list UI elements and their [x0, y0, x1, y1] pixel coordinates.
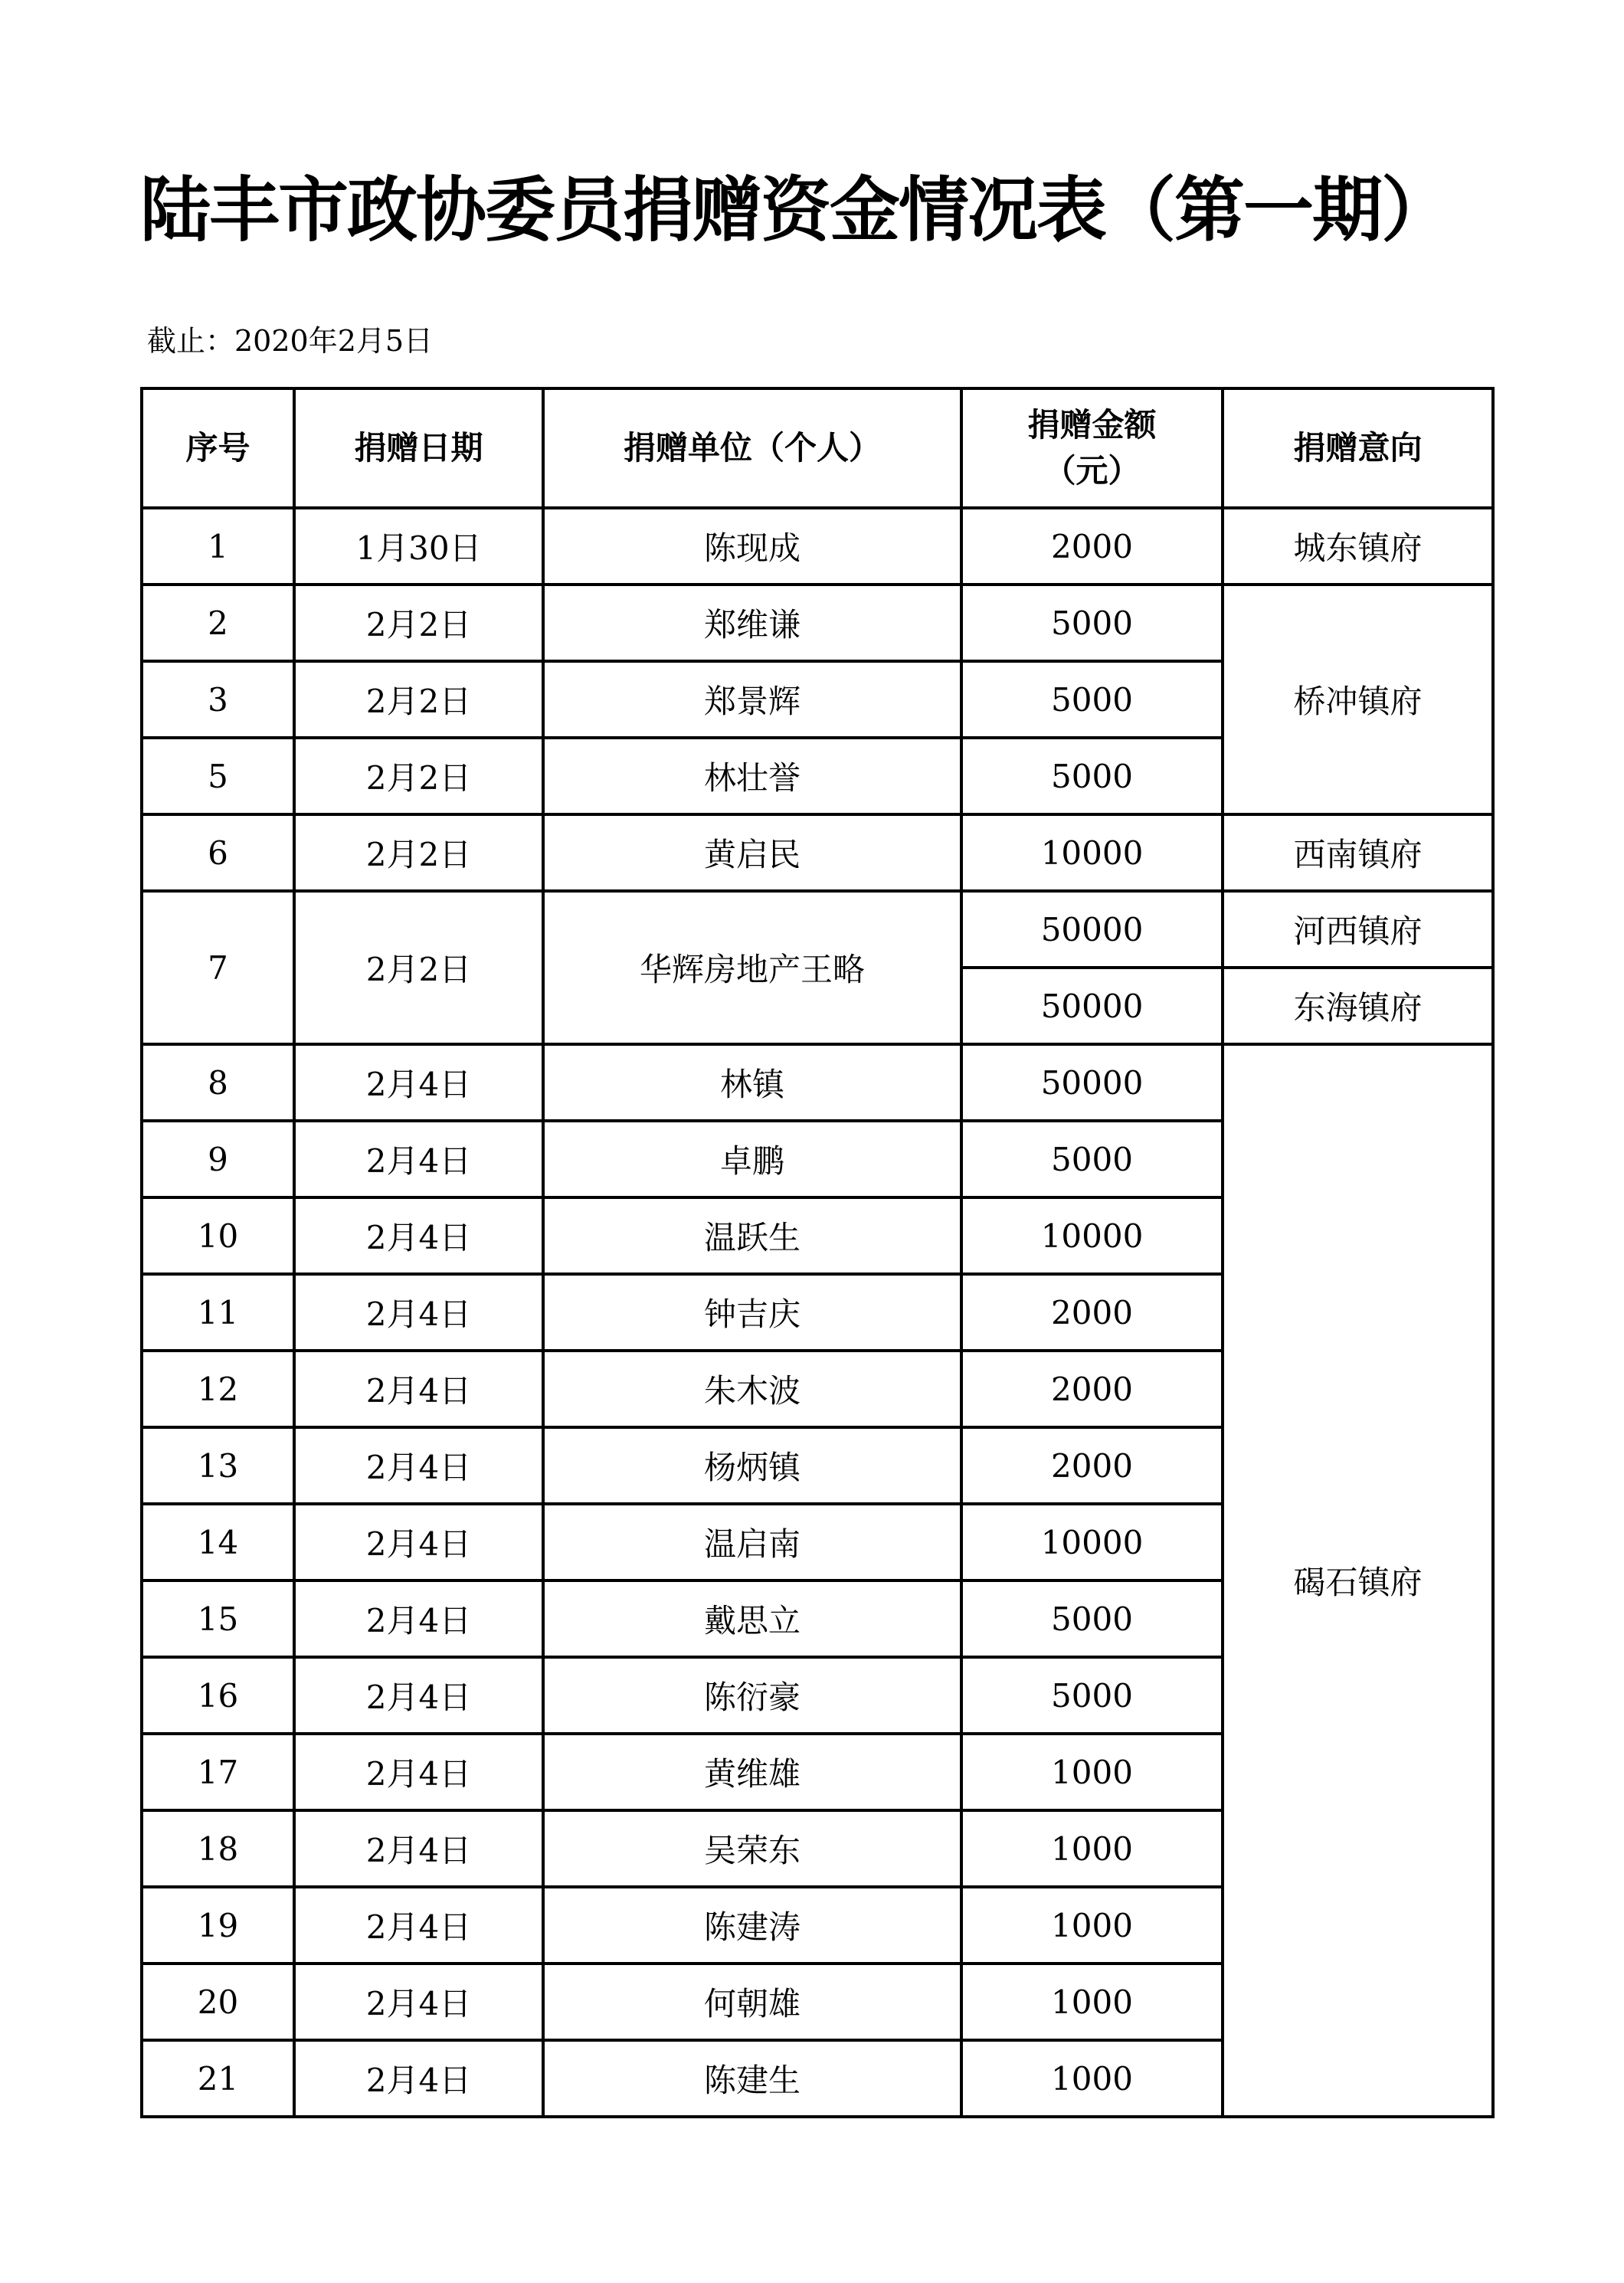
date-cell: 1月30日: [294, 508, 543, 585]
seq-cell: 11: [142, 1274, 294, 1351]
donor-cell: 吴荣东: [543, 1810, 961, 1887]
amount-cell: 2000: [961, 1351, 1223, 1427]
header-seq: 序号: [142, 388, 294, 508]
seq-cell: 15: [142, 1580, 294, 1657]
date-cell: 2月2日: [294, 891, 543, 1044]
seq-cell: 18: [142, 1810, 294, 1887]
donor-cell: 戴思立: [543, 1580, 961, 1657]
date-cell: 2月4日: [294, 1044, 543, 1121]
amount-cell: 5000: [961, 1580, 1223, 1657]
seq-cell: 5: [142, 738, 294, 814]
date-cell: 2月4日: [294, 1197, 543, 1274]
table-row: [142, 891, 1493, 968]
date-cell: 2月4日: [294, 1504, 543, 1580]
donor-cell: 林壮誉: [543, 738, 961, 814]
amount-cell: 5000: [961, 1657, 1223, 1734]
donor-cell: 陈现成: [543, 508, 961, 585]
amount-cell: 1000: [961, 1887, 1223, 1964]
date-cell: 2月4日: [294, 1657, 543, 1734]
amount-cell: 5000: [961, 585, 1223, 661]
destination-cell: 河西镇府: [1223, 891, 1493, 968]
donor-cell: 郑维谦: [543, 585, 961, 661]
header-amount: [961, 388, 1223, 508]
table-row: [142, 585, 1493, 661]
donor-cell: 杨炳镇: [543, 1427, 961, 1504]
header-amount-line2: （元）: [1043, 452, 1141, 490]
page-title: 陆丰市政协委员捐赠资金情况表（第一期）: [140, 169, 1451, 251]
date-cell: 2月2日: [294, 738, 543, 814]
date-cell: 2月4日: [294, 1580, 543, 1657]
destination-cell: 东海镇府: [1223, 968, 1493, 1044]
destination-cell: 城东镇府: [1223, 508, 1493, 585]
table-row: [142, 508, 1493, 585]
amount-cell: 50000: [961, 1044, 1223, 1121]
seq-cell: 12: [142, 1351, 294, 1427]
seq-cell: 9: [142, 1121, 294, 1197]
amount-cell: 2000: [961, 1427, 1223, 1504]
date-cell: 2月4日: [294, 1351, 543, 1427]
date-cell: 2月4日: [294, 1274, 543, 1351]
amount-cell: 5000: [961, 1121, 1223, 1197]
seq-cell: 19: [142, 1887, 294, 1964]
seq-cell: 17: [142, 1734, 294, 1810]
date-cell: 2月2日: [294, 585, 543, 661]
donor-cell: 黄启民: [543, 814, 961, 891]
seq-cell: 3: [142, 661, 294, 738]
destination-cell: 碣石镇府: [1223, 1044, 1493, 2117]
donor-cell: 林镇: [543, 1044, 961, 1121]
header-row: [142, 388, 1493, 508]
amount-cell: 1000: [961, 1964, 1223, 2040]
seq-cell: 20: [142, 1964, 294, 2040]
amount-cell: 10000: [961, 1504, 1223, 1580]
header-date: 捐赠日期: [294, 388, 543, 508]
seq-cell: 10: [142, 1197, 294, 1274]
date-cell: 2月4日: [294, 1734, 543, 1810]
seq-cell: 7: [142, 891, 294, 1044]
donor-cell: 何朝雄: [543, 1964, 961, 2040]
donor-cell: 陈建生: [543, 2040, 961, 2117]
amount-cell: 10000: [961, 1197, 1223, 1274]
date-cell: 2月4日: [294, 1121, 543, 1197]
donor-cell: 钟吉庆: [543, 1274, 961, 1351]
amount-cell: 5000: [961, 738, 1223, 814]
amount-cell: 50000: [961, 891, 1223, 968]
seq-cell: 14: [142, 1504, 294, 1580]
seq-cell: 16: [142, 1657, 294, 1734]
header-destination: 捐赠意向: [1223, 388, 1493, 508]
seq-cell: 8: [142, 1044, 294, 1121]
amount-cell: 1000: [961, 1734, 1223, 1810]
donor-cell: 黄维雄: [543, 1734, 961, 1810]
date-cell: 2月2日: [294, 814, 543, 891]
donor-cell: 温跃生: [543, 1197, 961, 1274]
amount-cell: 5000: [961, 661, 1223, 738]
seq-cell: 2: [142, 585, 294, 661]
amount-cell: 2000: [961, 1274, 1223, 1351]
table-body: [142, 508, 1493, 2117]
seq-cell: 21: [142, 2040, 294, 2117]
donor-cell: 温启南: [543, 1504, 961, 1580]
donation-table: [140, 387, 1495, 2118]
date-cell: 2月4日: [294, 1810, 543, 1887]
amount-cell: 1000: [961, 1810, 1223, 1887]
table-row: [142, 814, 1493, 891]
amount-cell: 1000: [961, 2040, 1223, 2117]
seq-cell: 6: [142, 814, 294, 891]
donor-cell: 陈衍豪: [543, 1657, 961, 1734]
donor-cell: 华辉房地产王略: [543, 891, 961, 1044]
destination-cell: 桥冲镇府: [1223, 585, 1493, 814]
seq-cell: 13: [142, 1427, 294, 1504]
donor-cell: 陈建涛: [543, 1887, 961, 1964]
donor-cell: 卓鹏: [543, 1121, 961, 1197]
date-cell: 2月4日: [294, 1964, 543, 2040]
as-of-date: 截止：2020年2月5日: [147, 324, 434, 358]
donor-cell: 朱木波: [543, 1351, 961, 1427]
date-cell: 2月4日: [294, 1427, 543, 1504]
amount-cell: 10000: [961, 814, 1223, 891]
date-cell: 2月4日: [294, 1887, 543, 1964]
amount-cell: 2000: [961, 508, 1223, 585]
header-amount-line1: 捐赠金额: [1027, 406, 1157, 444]
destination-cell: 西南镇府: [1223, 814, 1493, 891]
header-donor: 捐赠单位（个人）: [543, 388, 961, 508]
seq-cell: 1: [142, 508, 294, 585]
date-cell: 2月2日: [294, 661, 543, 738]
amount-cell: 50000: [961, 968, 1223, 1044]
date-cell: 2月4日: [294, 2040, 543, 2117]
donor-cell: 郑景辉: [543, 661, 961, 738]
table-row: [142, 1044, 1493, 1121]
